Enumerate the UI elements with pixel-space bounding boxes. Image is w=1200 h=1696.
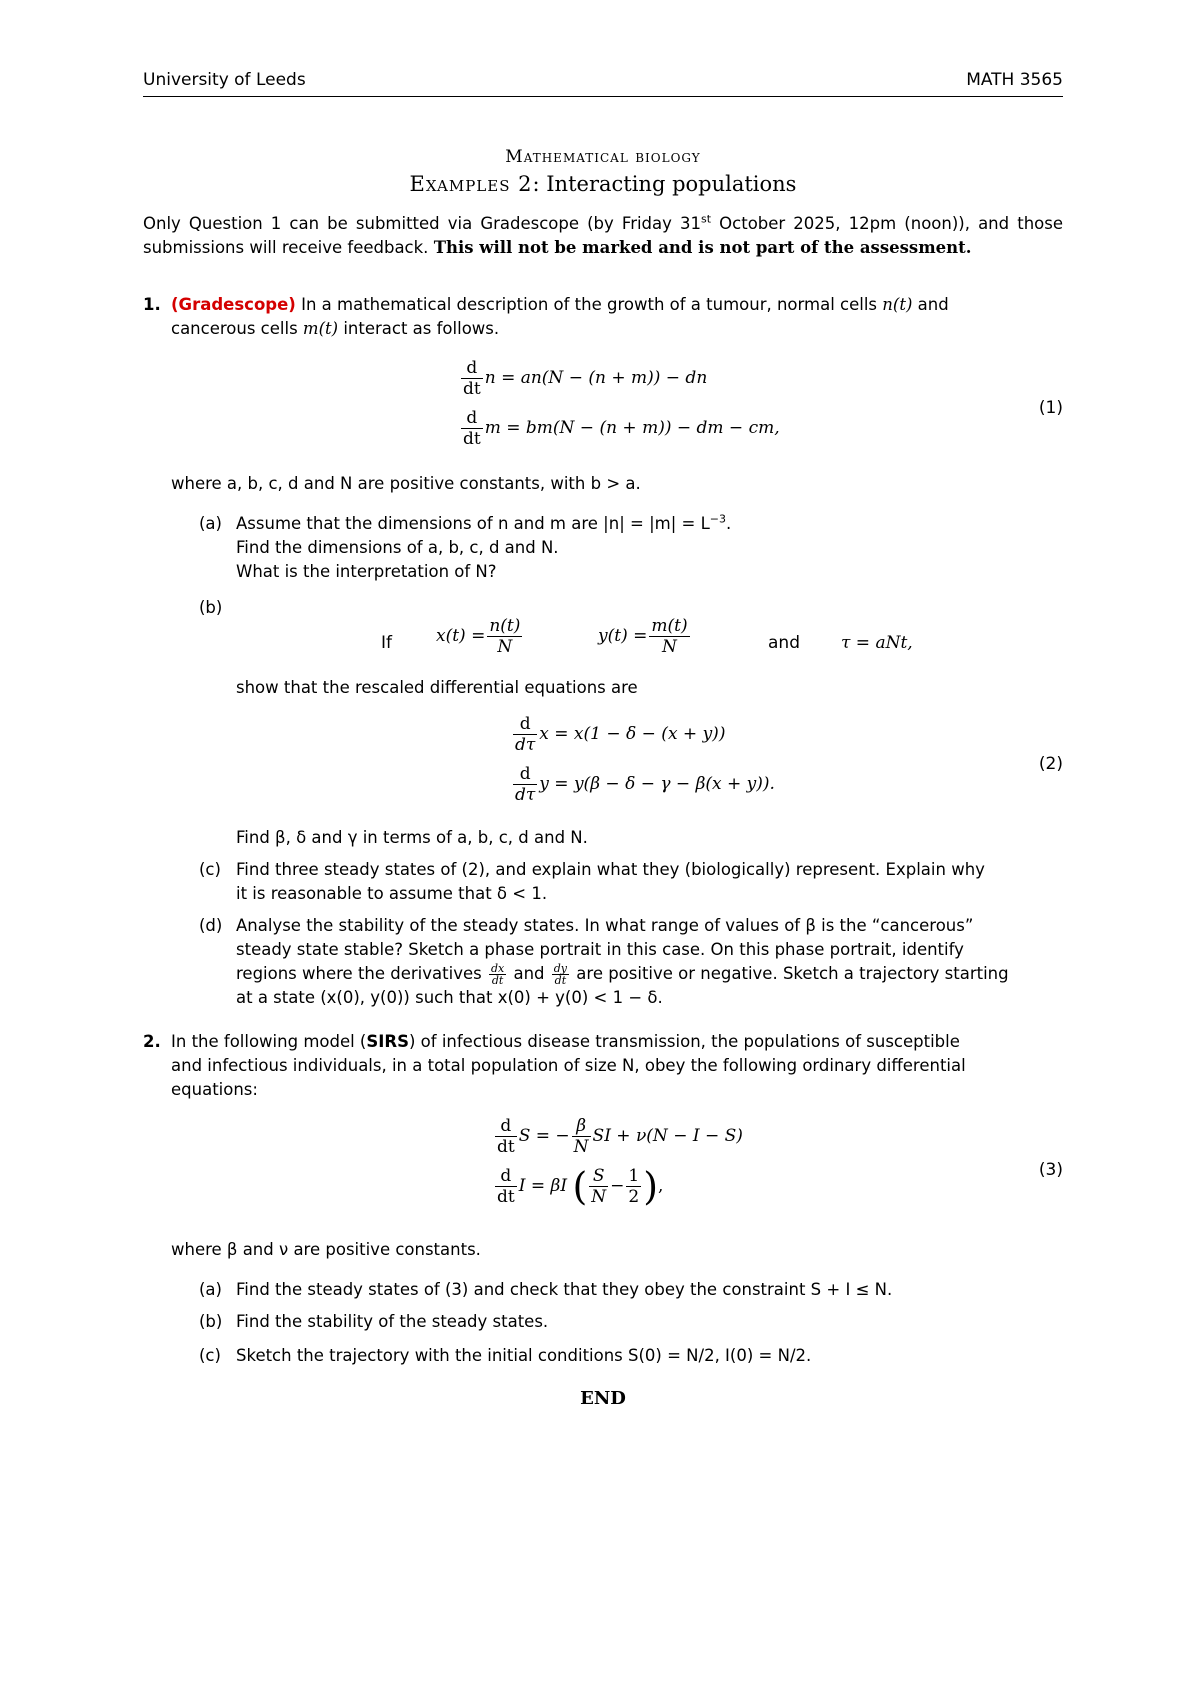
q2-line2: and infectious individuals, in a total population of size N, obey the following ordinary differential — [171, 1056, 966, 1075]
equation-1 — [143, 358, 1063, 458]
equation-3 — [143, 1116, 1063, 1226]
q1d-line4: at a state (x(0), y(0)) such that x(0) + y(0) < 1 − δ. — [236, 988, 663, 1007]
eq3-line1: $\frac{d}{dt}$ S = − $\frac{\beta}{N}$ SI + ν(N − I − S) — [497, 1116, 743, 1157]
equation-2 — [143, 714, 1063, 814]
note-text-2: October 2025, 12pm (noon)), and those submissions will receive feedback. — [143, 214, 1063, 257]
q1-text-d: interact as follows. — [343, 319, 500, 338]
page-header — [143, 70, 1063, 97]
q1d-text — [236, 914, 1063, 1010]
q1c-text — [236, 858, 1063, 906]
q2b-text: Find the stability of the steady states. — [236, 1312, 549, 1331]
q1-gradescope-tag: (Gradescope) — [171, 295, 296, 314]
q1d-line3: regions where the derivatives $\frac{dx}{dt}$ and $\frac{dy}{dt}$ are positive or negative. Sketch a trajectory starting — [236, 962, 1009, 987]
q1b-show: show that the rescaled differential equations are — [236, 678, 638, 697]
q1d-label: (d) — [199, 916, 223, 935]
course-title: Mathematical biology — [505, 147, 701, 167]
header-module-code: MATH 3565 — [966, 70, 1063, 90]
eq1-deriv2: $\frac{d}{dt}$ — [463, 408, 481, 449]
q1b-find: Find β, δ and γ in terms of a, b, c, d and N. — [236, 828, 588, 847]
eq3-line2: $\frac{d}{dt}$ I = βI ( $\frac{S}{N}$ − $\frac{1}{2}$ ), — [497, 1164, 664, 1209]
q1-text-c: cancerous cells — [171, 319, 298, 338]
q1c-label: (c) — [199, 860, 221, 879]
eq1-deriv1: $\frac{d}{dt}$ — [463, 358, 481, 399]
q1-intro-line2 — [171, 317, 499, 341]
q1a-line2: Find the dimensions of a, b, c, d and N. — [236, 538, 559, 557]
q1-m-of-t: m(t) — [302, 319, 339, 338]
note-text-1: Only Question 1 can be submitted via Gradescope (by Friday 31 — [143, 214, 702, 233]
q1c-line1: Find three steady states of (2), and explain what they (biologically) represent. Explain why — [236, 860, 985, 879]
eq1-line2: $\frac{d}{dt}$ m = bm(N − (n + m)) − dm − cm, — [463, 408, 780, 449]
eq2-line1: $\frac{d}{d\tau}$ x = x(1 − δ − (x + y)) — [515, 714, 726, 755]
q2c-text: Sketch the trajectory with the initial conditions S(0) = N/2, I(0) = N/2. — [236, 1346, 812, 1365]
q2b-label: (b) — [199, 1312, 223, 1331]
note-bold: This will not be marked and is not part of the assessment. — [433, 238, 972, 257]
q1b-tau-def: τ = aNt, — [841, 633, 913, 653]
q1b-y-def: y(t) = $\frac{m(t)}{N}$ — [598, 616, 688, 657]
q2-intro — [171, 1030, 1063, 1102]
end-marker: END — [580, 1388, 626, 1409]
q1a-label: (a) — [199, 514, 222, 533]
q1-text-b: and — [917, 295, 949, 314]
q2-where: where β and ν are positive constants. — [171, 1240, 481, 1259]
eq1-number: (1) — [1038, 398, 1063, 418]
q1d-line2: steady state stable? Sketch a phase portrait in this case. On this phase portrait, identify — [236, 940, 964, 959]
eq3-number: (3) — [1038, 1160, 1063, 1180]
q1a-text — [236, 512, 1063, 584]
q1b-and: and — [768, 633, 800, 653]
q1a-line3: What is the interpretation of N? — [236, 562, 497, 581]
q1c-line2: it is reasonable to assume that δ < 1. — [236, 884, 548, 903]
sheet-title — [143, 172, 1063, 196]
q1d-line1: Analyse the stability of the steady states. In what range of values of β is the “cancerous” — [236, 916, 974, 935]
q2-line3: equations: — [171, 1080, 258, 1099]
eq1-line1: $\frac{d}{dt}$ n = an(N − (n + m)) − dn — [463, 358, 708, 399]
note-sup: st — [701, 212, 712, 226]
q1b-label: (b) — [199, 598, 223, 617]
sheet-title-suffix: : Interacting populations — [532, 172, 797, 196]
eq2-line2: $\frac{d}{d\tau}$ y = y(β − δ − γ − β(x + y)). — [515, 764, 775, 805]
q1-intro-line1 — [171, 293, 1063, 317]
q1-n-of-t: n(t) — [882, 295, 913, 314]
q1b-if: If — [381, 633, 392, 653]
submission-note — [143, 212, 1063, 260]
eq2-number: (2) — [1038, 754, 1063, 774]
sheet-title-prefix: Examples 2 — [409, 172, 533, 196]
document-page — [143, 0, 1063, 1696]
q2a-text: Find the steady states of (3) and check that they obey the constraint S + I ≤ N. — [236, 1280, 893, 1299]
q2c-label: (c) — [199, 1346, 221, 1365]
q1-number: 1. — [143, 295, 161, 314]
q1-text-a: In a mathematical description of the growth of a tumour, normal cells — [301, 295, 878, 314]
q2a-label: (a) — [199, 1280, 222, 1299]
q2-line1: In the following model (SIRS) of infectious disease transmission, the populations of susceptible — [171, 1032, 960, 1051]
q1b-definitions — [143, 616, 1063, 666]
q1b-x-def: x(t) = $\frac{n(t)}{N}$ — [436, 616, 521, 657]
q1-where: where a, b, c, d and N are positive constants, with b > a. — [171, 474, 641, 493]
q2-number: 2. — [143, 1032, 161, 1051]
q1a-line1: Assume that the dimensions of n and m are $|n| = |m| = L^{-3}$. — [236, 512, 732, 533]
header-university: University of Leeds — [143, 70, 306, 90]
